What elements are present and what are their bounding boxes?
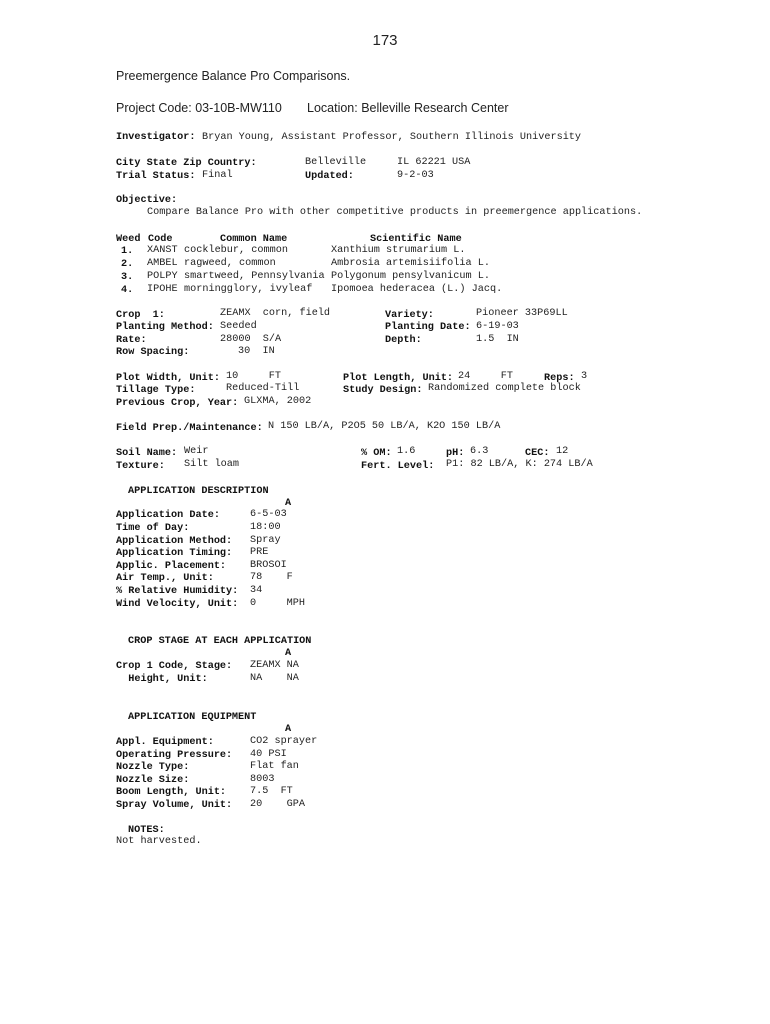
notes-value: Not harvested. <box>116 836 202 847</box>
crop-value: ZEAMX corn, field <box>220 308 331 319</box>
weed-scientific: Ambrosia artemisiifolia L. <box>331 258 490 269</box>
equip-row-value: 7.5 FT <box>250 786 293 798</box>
updated-label: Updated: <box>305 171 354 182</box>
code-header: Code <box>148 234 173 245</box>
weed-code: AMBEL <box>147 258 178 269</box>
plot-length-value: 24 FT <box>458 371 514 382</box>
om-value: 1.6 <box>397 446 416 457</box>
equip-row-value: 40 PSI <box>250 748 287 760</box>
objective-value: Compare Balance Pro with other competitive products in preemergence applications. <box>147 207 643 218</box>
updated-value: 9-2-03 <box>397 170 434 181</box>
city-value: Belleville <box>305 157 367 168</box>
row-spacing-value: 30 IN <box>238 346 275 357</box>
soil-name-value: Weir <box>184 446 209 457</box>
investigator-value: Bryan Young, Assistant Professor, Southern Illinois University <box>202 132 582 143</box>
texture-label: Texture: <box>116 461 165 472</box>
field-prep-label: Field Prep./Maintenance: <box>116 423 263 434</box>
variety-label: Variety: <box>385 310 434 321</box>
page-number: 173 <box>372 32 398 49</box>
scientific-name-header: Scientific Name <box>370 234 462 245</box>
application-column-a: A <box>285 498 292 509</box>
depth-value: 1.5 IN <box>476 334 519 345</box>
fert-level-label: Fert. Level: <box>361 461 435 472</box>
plot-length-label: Plot Length, Unit: <box>343 373 454 384</box>
crop-height-label: Height, Unit: <box>116 674 208 685</box>
app-row-label: Air Temp., Unit: <box>116 573 214 585</box>
project-code: Project Code: 03-10B-MW110 <box>116 101 282 115</box>
app-row-value: 78 F <box>250 572 293 584</box>
planting-method-value: Seeded <box>220 321 257 332</box>
plot-width-value: 10 FT <box>226 371 282 382</box>
crop-stage-heading: CROP STAGE AT EACH APPLICATION <box>128 636 312 647</box>
weed-code: IPOHE <box>147 284 178 295</box>
planting-date-value: 6-19-03 <box>476 321 519 332</box>
weed-common: ragweed, common <box>184 258 276 269</box>
common-name-header: Common Name <box>220 234 288 245</box>
application-description-heading: APPLICATION DESCRIPTION <box>128 486 269 497</box>
equip-row-label: Boom Length, Unit: <box>116 787 227 799</box>
app-row-value: Spray <box>250 534 281 546</box>
field-prep-value: N 150 LB/A, P2O5 50 LB/A, K2O 150 LB/A <box>268 421 501 432</box>
app-row-label: Application Method: <box>116 535 233 547</box>
tillage-label: Tillage Type: <box>116 385 196 396</box>
app-row-value: BROSOI <box>250 559 287 571</box>
equip-row-label: Appl. Equipment: <box>116 737 214 748</box>
app-row-value: 18:00 <box>250 522 281 533</box>
ph-value: 6.3 <box>470 446 489 457</box>
equip-row-label: Nozzle Type: <box>116 762 190 774</box>
equip-row-value: 20 GPA <box>250 798 306 810</box>
app-row-label: Applic. Placement: <box>116 560 227 572</box>
planting-method-label: Planting Method: <box>116 322 214 333</box>
app-row-value: 0 MPH <box>250 597 306 609</box>
state-zip-value: IL 62221 USA <box>397 157 471 168</box>
weed-num: 1. <box>121 246 134 257</box>
investigator-label: Investigator: <box>116 132 196 143</box>
planting-date-label: Planting Date: <box>385 322 471 333</box>
objective-label: Objective: <box>116 195 178 206</box>
ph-label: pH: <box>446 448 465 459</box>
app-row-value: PRE <box>250 547 269 559</box>
weed-code: XANST <box>147 245 178 256</box>
cec-label: CEC: <box>525 448 550 459</box>
equip-row-label: Spray Volume, Unit: <box>116 799 233 811</box>
reps-value: 3 <box>581 371 588 382</box>
study-design-value: Randomized complete block <box>428 383 581 394</box>
equip-row-label: Operating Pressure: <box>116 749 233 761</box>
notes-heading: NOTES: <box>128 825 165 836</box>
previous-crop-label: Previous Crop, Year: <box>116 398 239 409</box>
equipment-column-a: A <box>285 724 292 735</box>
crop-stage-value: ZEAMX NA <box>250 660 299 671</box>
app-row-label: Wind Velocity, Unit: <box>116 598 239 610</box>
depth-label: Depth: <box>385 335 422 346</box>
weed-common: cocklebur, common <box>184 245 288 256</box>
app-row-label: % Relative Humidity: <box>116 585 239 597</box>
trial-status-label: Trial Status: <box>116 171 196 182</box>
soil-name-label: Soil Name: <box>116 448 178 459</box>
plot-width-label: Plot Width, Unit: <box>116 373 220 384</box>
equip-row-label: Nozzle Size: <box>116 774 190 786</box>
weed-common: morningglory, ivyleaf <box>184 284 313 295</box>
variety-value: Pioneer 33P69LL <box>476 308 568 319</box>
weed-num: 2. <box>121 259 134 270</box>
equip-row-value: CO2 sprayer <box>250 736 318 747</box>
app-row-label: Application Date: <box>116 510 220 521</box>
rate-value: 28000 S/A <box>220 334 282 345</box>
weed-scientific: Ipomoea hederacea (L.) Jacq. <box>331 284 503 295</box>
trial-status-value: Final <box>202 170 233 181</box>
weed-header: Weed <box>116 234 141 245</box>
equip-row-value: 8003 <box>250 773 275 785</box>
app-row-label: Time of Day: <box>116 523 190 534</box>
weed-code: POLPY <box>147 271 178 282</box>
crop-height-value: NA NA <box>250 673 299 684</box>
app-row-value: 34 <box>250 584 263 596</box>
row-spacing-label: Row Spacing: <box>116 347 190 358</box>
previous-crop-value: GLXMA, 2002 <box>244 396 312 407</box>
crop-stage-label: Crop 1 Code, Stage: <box>116 661 233 672</box>
om-label: % OM: <box>361 448 392 459</box>
weed-common: smartweed, Pennsylvania <box>184 271 325 282</box>
reps-label: Reps: <box>544 373 575 384</box>
tillage-value: Reduced-Till <box>226 383 300 394</box>
weed-scientific: Polygonum pensylvanicum L. <box>331 271 490 282</box>
rate-label: Rate: <box>116 335 147 346</box>
location: Location: Belleville Research Center <box>307 101 509 115</box>
texture-value: Silt loam <box>184 459 240 470</box>
weed-num: 4. <box>121 285 134 296</box>
cec-value: 12 <box>556 446 569 457</box>
study-design-label: Study Design: <box>343 385 423 396</box>
app-row-label: Application Timing: <box>116 548 233 560</box>
application-equipment-heading: APPLICATION EQUIPMENT <box>128 712 257 723</box>
weed-scientific: Xanthium strumarium L. <box>331 245 466 256</box>
equip-row-value: Flat fan <box>250 761 299 773</box>
weed-num: 3. <box>121 272 134 283</box>
app-row-value: 6-5-03 <box>250 509 287 520</box>
fert-level-value: P1: 82 LB/A, K: 274 LB/A <box>446 459 593 470</box>
crop-label: Crop 1: <box>116 310 165 321</box>
document-title: Preemergence Balance Pro Comparisons. <box>116 69 351 83</box>
crop-stage-column-a: A <box>285 648 292 659</box>
city-label: City State Zip Country: <box>116 158 257 169</box>
